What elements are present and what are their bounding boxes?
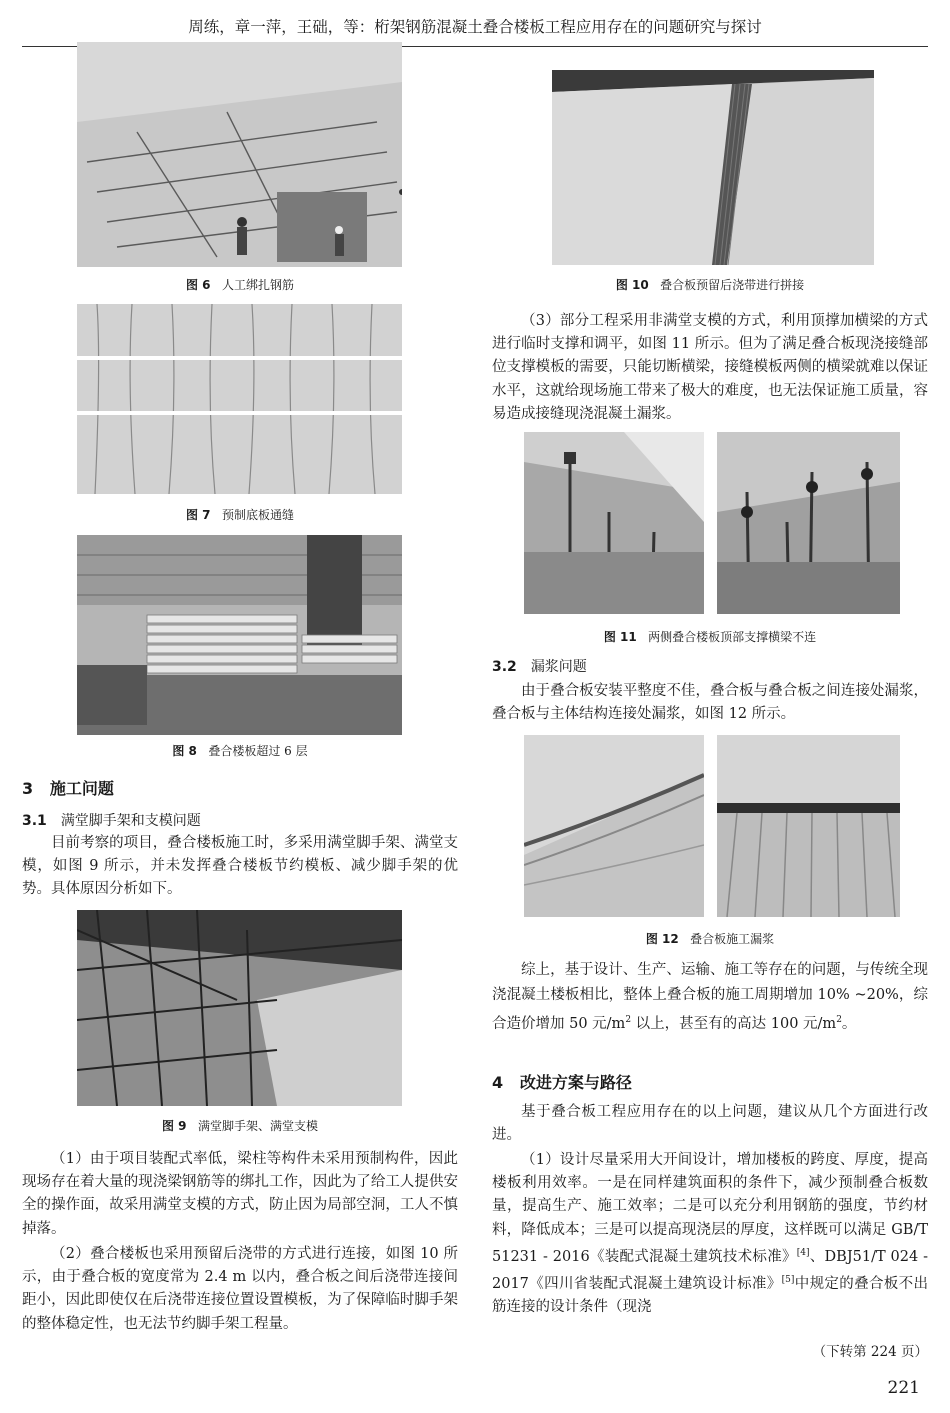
section-3-1-title: 满堂脚手架和支模问题 xyxy=(60,813,201,829)
figure-8-caption xyxy=(22,742,458,759)
figure-11-caption-text: 两侧叠合楼板顶部支撑横梁不连 xyxy=(648,630,817,644)
section-3-2-heading xyxy=(492,656,587,676)
figure-7-caption-text: 预制底板通缝 xyxy=(221,508,294,522)
figure-10-caption xyxy=(492,276,928,293)
figure-8-number: 图 8 xyxy=(172,744,197,758)
summary-text-b: 以上，甚至有的高达 100 元/m xyxy=(631,1015,837,1032)
paragraph-3-1-item-3: （3）部分工程采用非满堂支模的方式，利用顶撑加横梁的方式进行临时支撑和调平，如图 11 所示。但为了满足叠合板现浇接缝部位支撑模板的需要，只能切断横梁，接缝模板两侧的横梁就难以保证水平，这就给现场施工带来了极大的难度，也无法保证施工质量，容易造成接缝现浇混凝土漏浆。 xyxy=(492,313,928,422)
continuation-note: （下转第 224 页） xyxy=(812,1344,928,1360)
section-3-2-title: 漏浆问题 xyxy=(530,659,587,675)
figure-6-caption-text: 人工绑扎钢筋 xyxy=(221,278,294,292)
figure-12-number: 图 12 xyxy=(645,932,679,946)
summary-sup-2: 2 xyxy=(836,1015,842,1025)
section-3-1-number: 3.1 xyxy=(22,813,47,829)
figure-12-caption xyxy=(492,930,928,947)
paragraph-3-1-item-1: （1）由于项目装配式率低，梁柱等构件未采用预制构件，因此现场存在着大量的现浇梁钢筋等的绑扎工作，因此为了给工人提供安全的操作面，故采用满堂支模的方式，防止因为局部空洞，工人不慎掉落。 xyxy=(22,1151,458,1237)
figure-7-caption xyxy=(22,506,458,523)
summary-text-a: 综上，基于设计、生产、运输、施工等存在的问题，与传统全现浇混凝土楼板相比，整体上叠合板的施工周期增加 10% ~20%，综合造价增加 50 元/m xyxy=(492,962,928,1032)
figure-10-caption-text: 叠合板预留后浇带进行拼接 xyxy=(660,278,805,292)
figure-9-caption xyxy=(22,1117,458,1134)
summary-text-c: 。 xyxy=(841,1015,857,1032)
figure-9-photo xyxy=(77,910,402,1106)
figure-11-photo-left xyxy=(524,432,704,614)
figure-8-caption-text: 叠合楼板超过 6 层 xyxy=(208,744,308,758)
section-3-2-number: 3.2 xyxy=(492,659,517,675)
figure-8-photo xyxy=(77,535,402,735)
paragraph-3-2: 由于叠合板安装平整度不佳，叠合板与叠合板之间连接处漏浆，叠合板与主体结构连接处漏浆，如图 12 所示。 xyxy=(492,683,928,723)
summary-sup-1: 2 xyxy=(625,1015,632,1025)
reference-5[interactable]: [5] xyxy=(781,1274,795,1285)
figure-12-photo-left xyxy=(524,735,704,917)
figure-6-number: 图 6 xyxy=(186,278,211,292)
paragraph-4-item-1 xyxy=(492,1149,928,1319)
figure-11-photo-right xyxy=(717,432,900,614)
paragraph-summary xyxy=(492,958,928,1037)
figure-12-photo-right xyxy=(717,735,900,917)
reference-4[interactable]: [4] xyxy=(796,1247,810,1258)
figure-11-caption xyxy=(492,628,928,645)
item-1-text-c: 中规定的叠合板不出筋连接的设计条件（现浇 xyxy=(492,1275,929,1315)
figure-7-photo xyxy=(77,304,402,494)
section-4-title: 改进方案与路径 xyxy=(519,1073,632,1092)
figure-6-photo xyxy=(77,42,402,267)
figure-7-number: 图 7 xyxy=(186,508,211,522)
figure-11-number: 图 11 xyxy=(603,630,637,644)
page-number: 221 xyxy=(887,1378,920,1398)
figure-10-photo xyxy=(552,70,874,265)
paragraph-3-1-intro: 目前考察的项目，叠合楼板施工时，多采用满堂脚手架、满堂支模，如图 9 所示，并未发挥叠合楼板节约模板、减少脚手架的优势。具体原因分析如下。 xyxy=(22,835,458,898)
section-3-heading xyxy=(22,776,114,799)
section-3-number: 3 xyxy=(22,779,34,798)
figure-10-number: 图 10 xyxy=(615,278,649,292)
figure-9-number: 图 9 xyxy=(162,1119,187,1133)
item-1-text-a: （1）设计尽量采用大开间设计，增加楼板的跨度、厚度，提高楼板利用效率。一是在同样建筑面积的条件下，减少预制叠合板数量，提高生产、施工效率；二是可以充分利用钢筋的强度，节约材料，降低成本；三是可以提高现浇层的厚度，这样既可以满足 GB/T 51231 - 2016《装配式混凝土建筑技术标准》 xyxy=(492,1152,928,1265)
paragraph-3-1-item-2: （2）叠合楼板也采用预留后浇带的方式进行连接，如图 10 所示，由于叠合板的宽度常为 2.4 m 以内，叠合板之间后浇带连接间距小，因此即使仅在后浇带连接位置设置模板，为了保障临时脚手架的整体稳定性，也无法节约脚手架工程量。 xyxy=(22,1246,458,1332)
running-title: 周练，章一萍，王础，等：桁架钢筋混凝土叠合楼板工程应用存在的问题研究与探讨 xyxy=(188,18,762,36)
section-4-number: 4 xyxy=(492,1073,504,1092)
figure-12-caption-text: 叠合板施工漏浆 xyxy=(690,932,775,946)
section-4-heading xyxy=(492,1070,632,1093)
item-1-text-b: 、DBJ51/T 024 - 2017《四川省装配式混凝土建筑设计标准》 xyxy=(492,1248,928,1292)
section-3-title: 施工问题 xyxy=(49,779,114,798)
paragraph-4-intro: 基于叠合板工程应用存在的以上问题，建议从几个方面进行改进。 xyxy=(492,1104,928,1144)
figure-9-caption-text: 满堂脚手架、满堂支模 xyxy=(197,1119,318,1133)
section-3-1-heading xyxy=(22,810,201,830)
figure-6-caption xyxy=(22,276,458,293)
